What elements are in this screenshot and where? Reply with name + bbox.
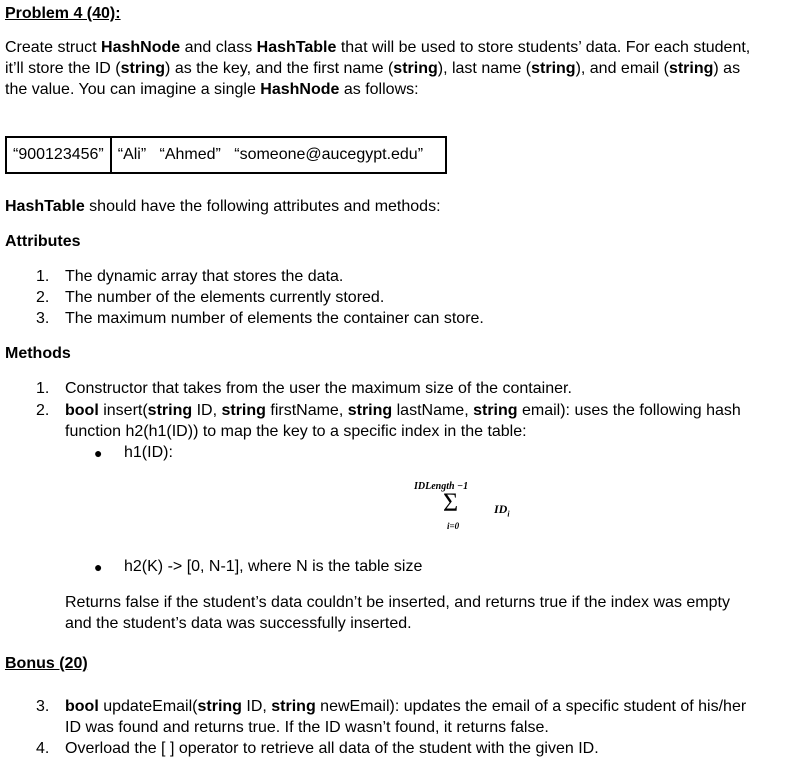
text: ), last name ( — [437, 60, 532, 77]
list-text: Constructor that takes from the user the maximum size of the container. — [65, 380, 572, 397]
type-term: string — [147, 402, 193, 419]
list-text: The number of the elements currently stored. — [65, 289, 385, 306]
text: ) as the key, and the first name ( — [165, 60, 394, 77]
node-email: “someone@aucegypt.edu” — [234, 146, 424, 163]
returns-line-2: and the student’s data was successfully inserted. — [65, 615, 412, 632]
sigma-icon: Σ — [443, 488, 459, 517]
text: ID, — [192, 402, 222, 419]
node-value-cell — [111, 137, 446, 173]
type-term: string — [197, 698, 242, 715]
sum-term — [494, 502, 510, 518]
hashtable-intro — [5, 197, 441, 217]
returns-line-1: Returns false if the student’s data couldn’t be inserted, and returns true if the index was empty — [65, 594, 730, 611]
list-number: 2. — [36, 402, 50, 419]
type-term: string — [271, 698, 316, 715]
type-term: string — [668, 60, 714, 77]
text: should have the following attributes and methods: — [84, 198, 441, 215]
term-text: ID — [494, 502, 508, 516]
text: as follows: — [339, 81, 419, 98]
text: ID, — [241, 698, 272, 715]
type-term: string — [347, 402, 393, 419]
attributes-heading: Attributes — [5, 233, 81, 250]
type-term: string — [393, 60, 438, 77]
node-id-cell: “900123456” — [6, 137, 111, 173]
bullet-icon: ● — [94, 559, 103, 575]
list-text: The dynamic array that stores the data. — [65, 268, 344, 285]
text: and class — [180, 39, 257, 56]
text: that will be used to store students’ data. For each student, — [336, 39, 751, 56]
intro-line-2 — [5, 59, 740, 79]
type-term: bool — [65, 698, 99, 715]
problem-title: Problem 4 (40): — [5, 5, 121, 22]
term-subscript: i — [507, 509, 510, 519]
hashnode-term: HashNode — [260, 81, 340, 98]
intro-line-3 — [5, 80, 419, 100]
list-number: 1. — [36, 380, 50, 397]
list-number: 4. — [36, 740, 50, 757]
list-text: h1(ID): — [124, 444, 173, 461]
text: newEmail): updates the email of a specific student of his/her — [315, 698, 747, 715]
list-text: The maximum number of elements the container can store. — [65, 310, 484, 327]
text: lastName, — [392, 402, 474, 419]
type-term: string — [473, 402, 518, 419]
list-number: 3. — [36, 698, 50, 715]
sum-upper-limit: IDLength −1 — [414, 481, 469, 492]
node-last-name: “Ahmed” — [159, 146, 221, 163]
text: updateEmail( — [98, 698, 198, 715]
list-number: 1. — [36, 268, 50, 285]
text: ) as — [713, 60, 741, 77]
type-term: bool — [65, 402, 99, 419]
text: ), and email ( — [575, 60, 669, 77]
type-term: string — [531, 60, 576, 77]
methods-heading: Methods — [5, 345, 71, 362]
type-term: string — [120, 60, 166, 77]
list-number: 3. — [36, 310, 50, 327]
hashtable-term: HashTable — [5, 198, 85, 215]
text: firstName, — [265, 402, 348, 419]
bonus-item-3-line-2: ID was found and returns true. If the ID wasn’t found, it returns false. — [65, 719, 549, 736]
text: email): uses the following hash — [517, 402, 741, 419]
bullet-icon: ● — [94, 445, 103, 461]
hashnode-term: HashNode — [101, 39, 181, 56]
text: the value. You can imagine a single — [5, 81, 261, 98]
list-text: h2(K) -> [0, N-1], where N is the table size — [124, 558, 423, 575]
method-item-2-line-2: function h2(h1(ID)) to map the key to a specific index in the table: — [65, 423, 527, 440]
text: Create struct — [5, 39, 102, 56]
text: insert( — [98, 402, 148, 419]
text: it’ll store the ID ( — [5, 60, 121, 77]
bonus-title: Bonus (20) — [5, 655, 88, 672]
hashtable-term: HashTable — [256, 39, 337, 56]
list-number: 2. — [36, 289, 50, 306]
intro-line-1 — [5, 38, 750, 58]
list-text: Overload the [ ] operator to retrieve all data of the student with the given ID. — [65, 740, 599, 757]
type-term: string — [221, 402, 266, 419]
node-first-name: “Ali” — [117, 146, 147, 163]
sum-lower-limit: i=0 — [447, 521, 460, 531]
hashnode-example — [5, 136, 447, 174]
